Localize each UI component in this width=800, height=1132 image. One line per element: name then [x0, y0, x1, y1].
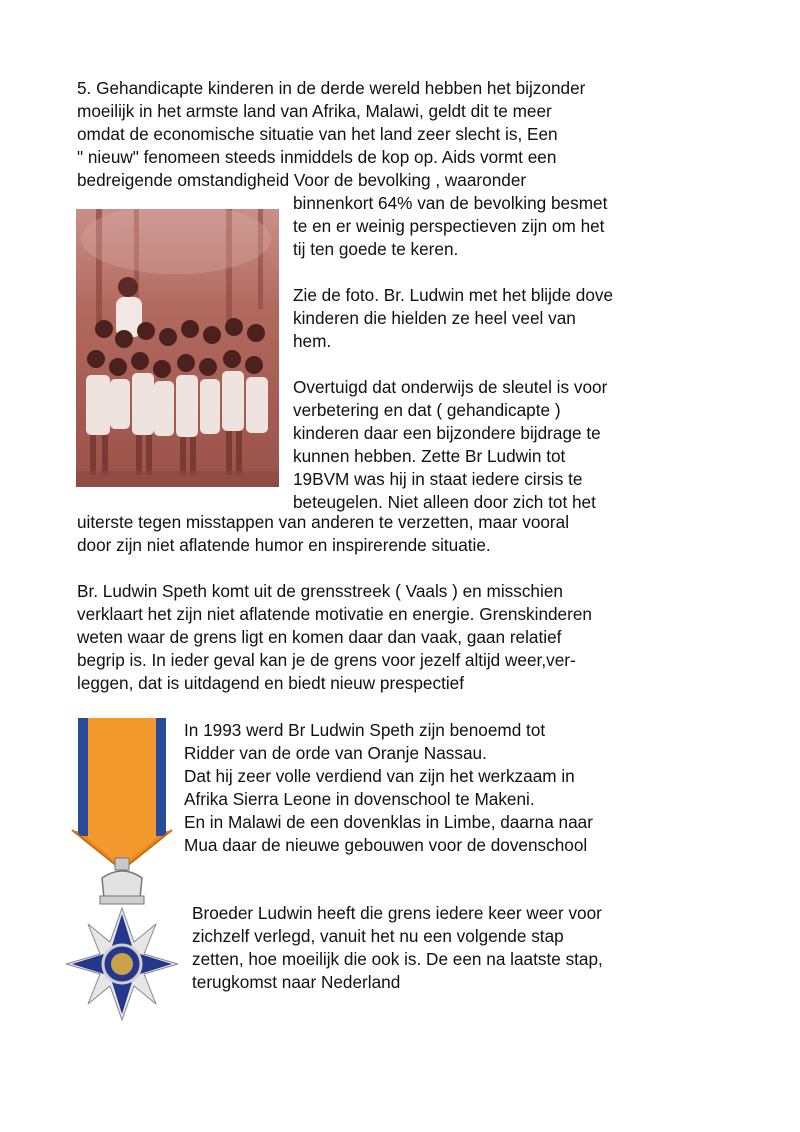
section1-right-column	[293, 192, 613, 514]
text-line: Zie de foto. Br. Ludwin met het blijde dove	[293, 285, 614, 305]
text-line: kinderen daar een bijzondere bijdrage te	[293, 423, 601, 443]
text-line: 19BVM was hij in staat iedere cirsis te	[293, 469, 583, 489]
text-line	[293, 261, 613, 284]
text-line: te en er weinig perspectieven zijn om het	[293, 216, 605, 236]
text-line: Mua daar de nieuwe gebouwen voor de dovenschool	[184, 835, 588, 855]
section1-top-paragraph	[77, 77, 585, 192]
children-photo	[76, 209, 279, 487]
text-line: weten waar de grens ligt en komen daar dan vaak, gaan relatief	[77, 627, 562, 647]
text-line: beteugelen. Niet alleen door zich tot het	[293, 492, 596, 512]
section4-paragraph	[192, 902, 603, 994]
text-line: Overtuigd dat onderwijs de sleutel is voor	[293, 377, 608, 397]
text-line	[293, 353, 613, 376]
section2-paragraph	[77, 580, 592, 695]
text-line: omdat de economische situatie van het land zeer slecht is, Een	[77, 124, 558, 144]
text-line: En in Malawi de een dovenklas in Limbe, daarna naar	[184, 812, 593, 832]
text-line: verklaart het zijn niet aflatende motivatie en energie. Grenskinderen	[77, 604, 592, 624]
text-line: door zijn niet aflatende humor en inspirerende situatie.	[77, 535, 491, 555]
text-line: moeilijk in het armste land van Afrika, Malawi, geldt dit te meer	[77, 101, 552, 121]
text-line: kunnen hebben. Zette Br Ludwin tot	[293, 446, 566, 466]
text-line: Dat hij zeer volle verdiend van zijn het werkzaam in	[184, 766, 575, 786]
text-line: leggen, dat is uitdagend en biedt nieuw prespectief	[77, 673, 464, 693]
text-line: In 1993 werd Br Ludwin Speth zijn benoemd tot	[184, 720, 546, 740]
text-line: zichzelf verlegd, vanuit het nu een volgende stap	[192, 926, 564, 946]
text-line: Br. Ludwin Speth komt uit de grensstreek ( Vaals ) en misschien	[77, 581, 563, 601]
text-line: kinderen die hielden ze heel veel van	[293, 308, 576, 328]
text-line: Broeder Ludwin heeft die grens iedere keer weer voor	[192, 903, 602, 923]
text-line: hem.	[293, 331, 332, 351]
text-line: uiterste tegen misstappen van anderen te verzetten, maar vooral	[77, 512, 570, 532]
text-line: zetten, hoe moeilijk die ook is. De een na laatste stap,	[192, 949, 603, 969]
text-line: tij ten goede te keren.	[293, 239, 459, 259]
text-line: terugkomst naar Nederland	[192, 972, 401, 992]
text-line: 5. Gehandicapte kinderen in de derde wereld hebben het bijzonder	[77, 78, 586, 98]
text-line: bedreigende omstandigheid Voor de bevolking , waaronder	[77, 170, 527, 190]
medal-image	[66, 718, 178, 1040]
text-line: binnenkort 64% van de bevolking besmet	[293, 193, 608, 213]
text-line: Afrika Sierra Leone in dovenschool te Makeni.	[184, 789, 535, 809]
text-line: " nieuw" fenomeen steeds inmiddels de kop op. Aids vormt een	[77, 147, 557, 167]
section3-paragraph	[184, 719, 593, 857]
text-line: Ridder van de orde van Oranje Nassau.	[184, 743, 487, 763]
text-line: verbetering en dat ( gehandicapte )	[293, 400, 561, 420]
text-line: begrip is. In ieder geval kan je de grens voor jezelf altijd weer,ver-	[77, 650, 576, 670]
section1-bottom-paragraph	[77, 511, 569, 557]
